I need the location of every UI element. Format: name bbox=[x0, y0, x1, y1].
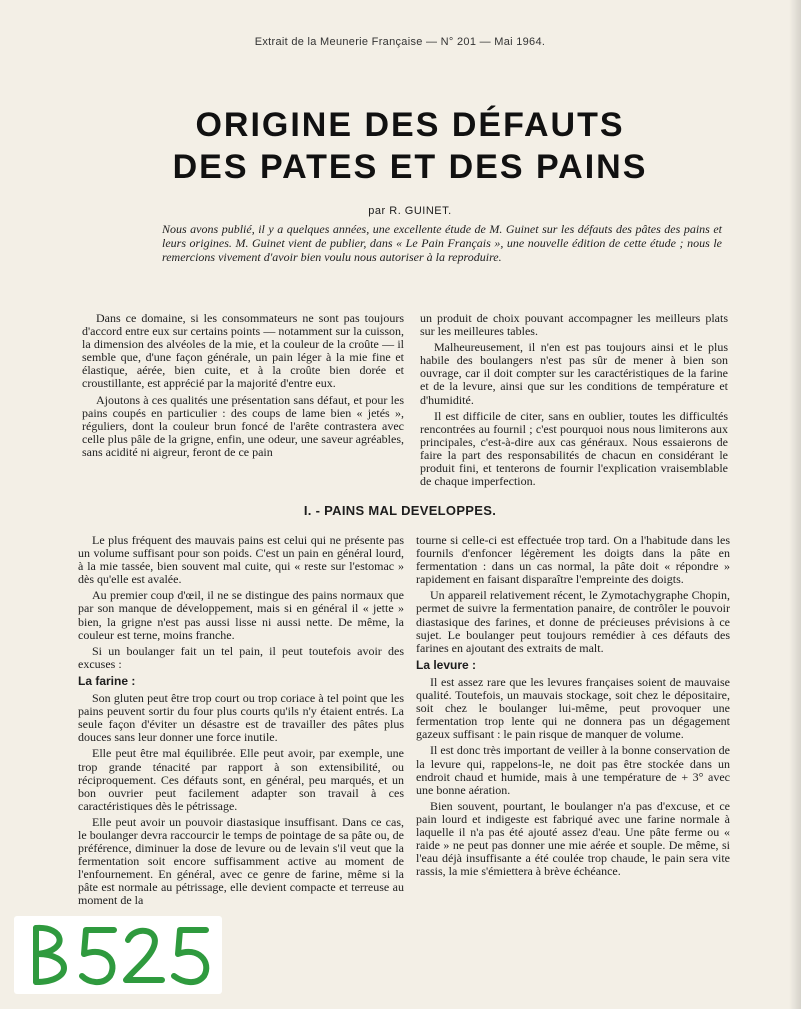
title-line-2: DES PATES ET DES PAINS bbox=[172, 148, 648, 186]
intro-paragraph: Nous avons publié, il y a quelques années, une excellente étude de M. Guinet sur les défauts des pâtes des pains et leurs origines. M. Guinet vient de publier, dans « Le Pain Français », une nouvelle édition de cette étude ; nous le remercions vivement d'avoir bien voulu nous autoriser à la reproduire. bbox=[162, 222, 722, 264]
title-line-1: ORIGINE DES DÉFAUTS bbox=[195, 106, 625, 144]
article-title bbox=[120, 104, 700, 188]
paragraph: Bien souvent, pourtant, le boulanger n'a pas d'excuse, et ce pain lourd et indigeste est fabriqué avec une farine normale à laquelle il n'a pas été ajouté assez d'eau. Une pâte ferme ou « raide » ne peut pas donner une mie aérée et souple. De même, si l'eau déjà insuffisante a été coulée trop chaude, le pain sera vite rassis, la mie s'émiettera à brève échéance. bbox=[416, 798, 730, 879]
paragraph: Il est assez rare que les levures françaises soient de mauvaise qualité. Toutefois, un mauvais stockage, soit chez le dépositaire, soit chez le boulanger lui-même, peut provoquer une fermentation trop lente qui ne donnera pas un dégagement gazeux suffisant : le pain risque de manquer de volume. bbox=[416, 674, 730, 742]
paragraph: Un appareil relativement récent, le Zymotachygraphe Chopin, permet de suivre la fermentation panaire, de contrôler le pouvoir diastasique des farines, et donne de précieuses prévisions à ce sujet. Le boulanger peut toujours remédier à ces défauts des farines en ajoutant des extraits de malt. bbox=[416, 588, 730, 655]
paragraph: Ajoutons à ces qualités une présentation sans défaut, et pour les pains coupés en particulier : des coups de lame bien « jetés », réguliers, dont la couleur brun foncé de l'arête contrastera avec celle plus pâle de la grigne, enfin, une odeur, une saveur agréables, sans acidité ni aigreur, feront de ce pain bbox=[82, 392, 404, 459]
section-heading: I. - PAINS MAL DEVELOPPES. bbox=[303, 503, 497, 518]
paragraph: Il est difficile de citer, sans en oublier, toutes les difficultés rencontrées au fournil ; c'est pourquoi nous nous limiterons aux principales, c'est-à-dire aux cas généraux. Nous essaierons de faire la part des responsabilités de chacun en considérant le produit fini, et tenterons de fournir l'explication vraisemblable de chaque imperfection. bbox=[420, 408, 728, 489]
column-2 bbox=[420, 312, 728, 491]
subheading-levure: La levure : bbox=[416, 657, 477, 672]
handwritten-b525-mark bbox=[14, 916, 222, 994]
page-header: Extrait de la Meunerie Française — N° 201 — Mai 1964. bbox=[254, 36, 546, 48]
paragraph: Elle peut être mal équilibrée. Elle peut avoir, par exemple, une trop grande ténacité par rapport à son extensibilité, ou réciproquement. Ces défauts sont, en général, peu marqués, et un bon ouvrier peut facilement adapter son travail à ces caractéristiques dès le pétrissage. bbox=[78, 746, 404, 813]
paragraph: Il est donc très important de veiller à la bonne conservation de la levure qui, rappelons-le, ne doit pas être stockée dans un endroit chaud et humide, mais à une température de + 3° avec une bonne aération. bbox=[416, 743, 730, 797]
paragraph: Si un boulanger fait un tel pain, il peut toutefois avoir des excuses : bbox=[78, 643, 404, 671]
paragraph: Dans ce domaine, si les consommateurs ne sont pas toujours d'accord entre eux sur certains points — notamment sur la cuisson, la dimension des alvéoles de la mie, et la couleur de la croûte — il semble que, d'une façon générale, un pain léger à la mie fine et élastique, aérée, bien cuite, et à la croûte bien dorée et croustillante, est apprécié par la majorité d'entre eux. bbox=[82, 311, 404, 391]
paragraph: tourne si celle-ci est effectuée trop tard. On a l'habitude dans les fournils d'enfoncer légèrement les doigts dans la pâte en fermentation : dans un cas normal, la pâte doit « répondre » rapidement en faisant disparaître l'empreinte des doigts. bbox=[416, 533, 730, 587]
column-1 bbox=[82, 312, 404, 462]
paragraph: Le plus fréquent des mauvais pains est celui qui ne présente pas un volume suffisant pour son poids. C'est un pain en général lourd, à la mie tassée, bien souvent mal cuite, qui « reste sur l'estomac » dès qu'elle est avalée. bbox=[78, 533, 404, 587]
paragraph: Malheureusement, il n'en est pas toujours ainsi et le plus habile des boulangers n'est pas sûr de mener à bien son ouvrage, car il doit compter sur les caractéristiques de la farine et de la levure, ainsi que sur les conditions de température et d'humidité. bbox=[420, 340, 728, 407]
handwritten-stamp bbox=[14, 916, 222, 994]
column-4 bbox=[416, 534, 730, 881]
page-edge-shadow bbox=[789, 0, 801, 1009]
subheading-farine: La farine : bbox=[78, 673, 136, 688]
paragraph: Au premier coup d'œil, il ne se distingue des pains normaux que par son manque de développement, mais si en général il « jette » bien, la grigne n'est pas aussi lisse ni aussi nette. De même, la couleur est terne, moins franche. bbox=[78, 588, 404, 642]
paragraph: Elle peut avoir un pouvoir diastasique insuffisant. Dans ce cas, le boulanger devra raccourcir le temps de pointage de sa pâte ou, de préférence, diminuer la dose de levure ou de levain s'il veut que la fermentation soit encore suffisamment active au moment de l'enfournement. En général, avec ce genre de farine, même si la pâte est normale au pétrissage, elle devient compacte et terreuse au moment de la bbox=[78, 814, 404, 908]
paragraph: Son gluten peut être trop court ou trop coriace à tel point que les pains peuvent sortir du four plus courts qu'ils n'y étaient entrés. La seule façon d'éviter un désastre est de travailler des pâtes plus douces sans leur donner une force inutile. bbox=[78, 691, 404, 745]
byline: par R. GUINET. bbox=[368, 205, 452, 217]
column-3 bbox=[78, 534, 404, 911]
paragraph: un produit de choix pouvant accompagner les meilleurs plats sur les meilleures tables. bbox=[420, 311, 728, 339]
